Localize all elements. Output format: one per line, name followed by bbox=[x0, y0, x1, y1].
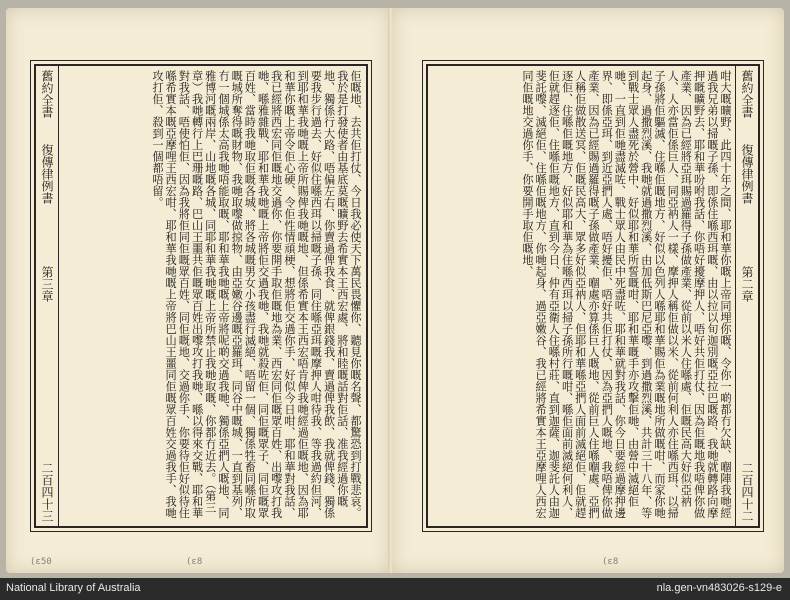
left-page-margin bbox=[36, 66, 59, 526]
page-number: 二百四十三 bbox=[40, 462, 54, 522]
item-identifier: nla.gen-vn483026-s129-e bbox=[656, 582, 782, 594]
library-name: National Library of Australia bbox=[6, 582, 141, 594]
footer-number: (ε8 bbox=[186, 557, 203, 567]
left-page-frame bbox=[34, 64, 368, 528]
page-number: 二百四十二 bbox=[740, 462, 754, 522]
right-page bbox=[392, 8, 784, 573]
footer-corner-number: (ε50 bbox=[30, 557, 52, 567]
chapter-number: 第二章 bbox=[740, 266, 754, 302]
chapter-label: 復傳律例書 bbox=[40, 144, 54, 204]
left-page bbox=[6, 8, 390, 573]
attribution-bar bbox=[0, 578, 790, 600]
chapter-number: 第三章 bbox=[40, 266, 54, 302]
running-title: 舊約全書 bbox=[40, 70, 54, 118]
chapter-label: 復傳律例書 bbox=[740, 144, 754, 204]
right-page-body bbox=[432, 70, 732, 522]
right-page-frame bbox=[426, 64, 760, 528]
running-title: 舊約全書 bbox=[740, 70, 754, 118]
body-text: 咁大嘅曠野、此四十年之間、耶和華你嘅上帝同埋你嘅、令你一啲都冇欠缺、嗰陣我哋經過我兄弟以掃嘅子孫、即係住喺西珥嘅、由以拉以旬迦別嘅亞拉巴嘅路、我哋就轉路向摩押嘅曠野去、耶和華吩咐我話、你唔好擾摩押人、唔好共佢打仗、因為佢嘅地我唔俾你做產業、因為已經將亞珥賜過羅得子孫做產業、從前以米人住喺處、佢嘅民高大好似亞衲人、人亦當佢係巨人、同亞衲人一樣、摩押人稱佢做以米、從前何利人亦住喺西珥、以掃子孫將佢驅滅、住喺佢嘅地方、好似以色列人喺耶和華賜佢為業嘅地所做嘅咁、而家你哋起身、過撒烈溪、我哋就過撒烈溪、由加低斯巴尼亞嚟、到過撒烈溪、共計三十八年、等到戰士眾人盡死於營中、好似耶和華所誓嘅咁、耶和華嘅手亦攻擊佢哋、由營中滅絕佢哋、一直到佢哋盡滅咗、戰士眾人由民中死盡咗、耶和華就對我話、你今日要經過摩押邊界、即係亞珥、到近亞捫人處、唔好擾佢、唔好共佢打仗、因為亞捫人嘅地、我唔俾你做產業、因為已經賜過羅得嘅子孫做產業、嗰處亦算係巨人嘅地、從前巨人住喺嗰處、亞捫人稱佢做散送冥、佢嘅民高大、眾多好似亞衲人、但耶和華喺亞捫人面前滅絕佢、佢就趕逐佢、住喺佢嘅地方、好似耶和華為住喺西珥以掃子孫所行嘅咁、喺佢面前滅絕何利人、佢就趕逐佢、住喺佢嘅地方、直到今日、仲有亞衛人住喺村莊、直到迦薩、迦斐託人由迦斐託嚟、滅絕佢、住喺佢嘅地方、你哋起身、過亞嫩谷、我已經將希實本王亞摩哩人西宏同佢嘅地交過你手、你要開手取佢嘅地、 bbox=[520, 70, 732, 519]
right-page-margin bbox=[735, 66, 758, 526]
body-text: 佢嘅地、去共佢打仗、今日我必使天下萬民畏懼你、聽見你嘅名聲、都驚恐到打戰悲哀。我於是打發使者由基底莫嘅曠野去希實本王西宏處、將和睦嘅話對佢話、准我經過你嘅地、獨係行大路、唔偏左右、你賣過俾我食、就俾銀錢我、賣過俾我飲、我就俾錢、獨係要我步行過去、好似住喺西珥以掃嘅子孫、同住喺亞珥嘅摩押人咁待我、等我過約但河、到耶和華我哋嘅上帝所賜俾我哋嘅地、但係希實本王西宏唔肯俾我哋經過佢嘅地、因為耶和華你嘅上帝令佢心硬、令佢性情頑梗、想將佢交過你手、好似今日咁、耶和華對我話、我已經將西宏同佢嘅地交過你、你要開手取佢嘅地為業、西宏同佢嘅眾百姓、出嚟攻打我哋、喺雅雜戰、耶和華我哋嘅上帝將佢交過我哋、我哋就殺咗佢、同佢嘅眾子、同佢嘅眾百姓、當時我哋取佢嘅各城、將各城嘅男女小孩盡行滅絕、唔留一個、獨係牲畜同喺所取嘅城所奪得嘅財物、我哋取嚟做掠物、由亞嫩谷邊嘅亞羅珥、同谷中嘅城、一直到基列、冇一個城係太高我哋唔能取嘅、耶和華我哋嘅上帝將呢啲交過我哋、獨係亞捫人嘅地、同雅博河嘅兩岸、山地嘅各城、同耶和華我哋嘅上帝所禁止我哋取嘅、你都冇近去。（第三章）我哋轉行上巴珊嘅路、巴山王噩共佢嘅眾百姓出嚟攻打我哋、喺以得來交戰、耶和華對我話、唔使怕佢、因為我將佢同佢嘅眾百姓、同佢嘅地、交過你手、你要待佢好似待住喺希實本嘅亞摩哩王西宏咁、耶和華我哋嘅上帝將巴山王噩同佢嘅眾百姓交過我手、我哋攻打佢、殺到一個都唔留。 bbox=[150, 70, 362, 519]
footer-number: (ε8 bbox=[602, 557, 619, 567]
left-page-body bbox=[62, 70, 362, 522]
